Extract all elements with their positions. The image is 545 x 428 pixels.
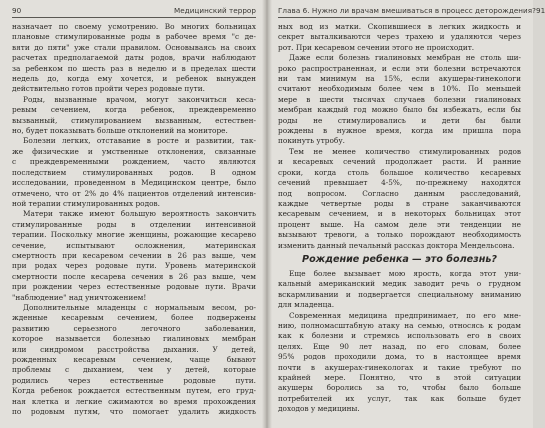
text-line: и кесаревых сечений продолжает расти. И ранние [278,157,521,167]
text-line: Даже если болезнь гиалиновых мембран не столь ши- [289,53,521,63]
text-line: покинуть утробу. [278,136,345,146]
text-line: Тем не менее количество стимулированных родов [289,146,521,156]
text-line: вызванный, стимулированием вызванным, естествен- [12,115,256,125]
text-line: каждые четвертые роды в стране заканчиваются [278,198,521,208]
text-line: Дополнительные младенцы с нормальным весом, ро- [23,302,256,312]
text-line: ни там минимум на 15%, если акушеры-гинекологи [278,74,521,84]
text-line: акушеры боролись за то, чтобы было больше [278,383,521,393]
left-page-number: 90 [12,6,22,15]
text-line: сечений превышает 4-5%, по-прежнему находятся [278,178,521,188]
text-line: "наблюдение" над уничтожением! [12,292,147,302]
text-line: отмечено, что от 2% до 4% пациентов отделений интенсив- [12,188,256,198]
text-line: терапии. Поскольку многие женщины, рожающие кесарево [12,230,256,240]
text-line: назначает по своему усмотрению. Во многих больницах [12,22,256,31]
right-running-title: Глава 6. Нужно ли врачам вмешиваться в процесс деторождения? [278,6,537,15]
right-body-text-bottom [278,269,521,415]
text-line: сроки, когда столь большое количество кесаревых [278,167,521,177]
text-line: нию, полномасштабную атаку на семью, относясь к родам [278,320,521,330]
text-line: Еще более вызывает мою ярость, когда этот уни- [289,268,521,278]
book-gutter [262,0,272,428]
text-line: роды не стимулировались и дети бы были [278,115,521,125]
text-line: ной терапии стимулированных родов. [12,198,160,208]
text-line: последствием стимулированных родов. В одном [12,167,256,177]
text-line: процент выше. На самом деле эти тенденции не [278,219,521,229]
text-line: расчетах предполагаемой даты родов, врачи наблюдают [12,53,256,63]
text-line: стимулированные роды в отделении интенсивной [12,219,256,229]
text-line: которое называется болезнью гиалиновых мембран [12,334,256,344]
text-line: развитию серьезного легочного заболевания, [12,323,256,333]
text-line: доходов у медицины. [278,404,360,414]
text-line: мембран каждый год можно было бы избежать, если бы [278,105,521,115]
text-line: секрет выталкиваются через трахею и удаляются через [278,32,521,42]
text-line: крайней мере. Понятно, что в этой ситуации [278,373,521,382]
text-line: вяти до пяти" уже стали правилом. Основываясь на своих [12,42,256,52]
text-line: проблемы с дыханием, чем у детей, которые [12,365,256,375]
text-line: жденные кесаревым сечением, более подвержены [12,313,256,323]
text-line: Современная медицина предпринимает, по его мне- [289,310,521,320]
text-line: за ребенком по шесть раз в неделю и в пределах шести [12,63,256,73]
text-line: при родах через родовые пути. Уровень материнской [12,261,256,271]
left-body-text [12,22,256,417]
text-line: ревым сечением, когда ребенок, преждевременно [12,105,256,115]
text-line: почти в акушерах-гинекологах и такие требуют по [278,362,521,372]
text-line: мере в шести тысячах случаев болезни гиалиновых [278,94,521,104]
text-line: рождены в нужное время, когда им пришла пора [278,126,521,136]
text-line: ных вод из матки. Скопившиеся в легких жидкость и [278,22,521,31]
text-line: Болезни легких, отставание в росте и развитии, так- [23,136,256,146]
text-line: сечение, испытывают осложнения, материнская [12,240,256,250]
section-heading: Рождение ребенка — это болезнь? [302,253,497,265]
text-line: плановые стимулированные роды в рабочее время "с де- [12,32,256,42]
right-page-number: 91 [536,6,545,15]
text-line: рот. При кесаревом сечении этого не происходит. [278,42,475,52]
right-body-text-top [278,22,521,251]
text-line: Матери также имеют большую вероятность закончить [23,209,256,219]
text-line: ная клетка и легкие сжимаются во время прохождения [12,396,256,406]
left-page [0,0,266,428]
text-line: вызывают тревоги, а только порождают необходимость [278,230,521,240]
text-line: 95% родов проходили дома, то в настоящее время [278,352,521,362]
text-line: роко распространенная, и если эти болезни встречаются [278,63,521,73]
text-line: при рождении через естественные родовые пути. Врачи [12,282,256,292]
text-line: с преждевременными рождением, часто являются [12,157,256,167]
text-line: Когда ребенок рождается естественным путем, его груд- [12,386,256,396]
text-line: смертность при кесаревом сечении в 26 раз выше, чем [12,250,256,260]
left-running-title: Медицинский террор [173,6,256,15]
text-line: же физические и умственные отклонения, связанные [12,146,256,156]
text-line: потребителей их услуг, так как больше будет [278,393,521,403]
text-line: рожденных кесаревым сечением, чаще бывают [12,355,256,364]
text-line: кесаревым сечением, и в некоторых больницах этот [278,209,521,219]
text-line: исследовании, проведенном в Медицинском центре, было [12,178,256,188]
text-line: как к болезни и стремясь использовать его в своих [278,331,521,341]
right-page [268,0,545,428]
text-line: изменить данный печальный рассказ доктора Мендельсона. [278,240,515,250]
text-line: но, будет показывать больше отклонений на мониторе. [12,126,228,136]
left-running-head [12,6,256,18]
text-line: вскармливании и подвергается специальному вниманию [278,289,521,299]
text-line: действительно готов пройти через родовые пути. [12,84,205,94]
text-line: Роды, вызванные врачом, могут закончиться кеса- [23,94,256,104]
text-line: или синдромом расстройства дыхания. У детей, [12,344,256,354]
text-line: для младенца. [278,300,335,310]
text-line: недель до, когда ему хочется, и ребенок вынужден [12,74,256,84]
text-line: смертности после кесарева сечения в 26 раз выше, чем [12,271,256,281]
text-line: под вопросом. Согласно данным расследований, [278,188,521,198]
right-running-head [278,6,545,18]
text-line: родились через естественные родовые пути. [12,375,256,385]
text-line: по родовым путям, что помогает удалить жидкость [12,407,256,417]
text-line: кальный американский медик заводит речь о грудном [278,279,521,289]
text-line: целях. Еще 90 лет назад, по его словам, более [278,341,521,351]
text-line: считают необходимым более чем в 10%. По меньшей [278,84,521,94]
